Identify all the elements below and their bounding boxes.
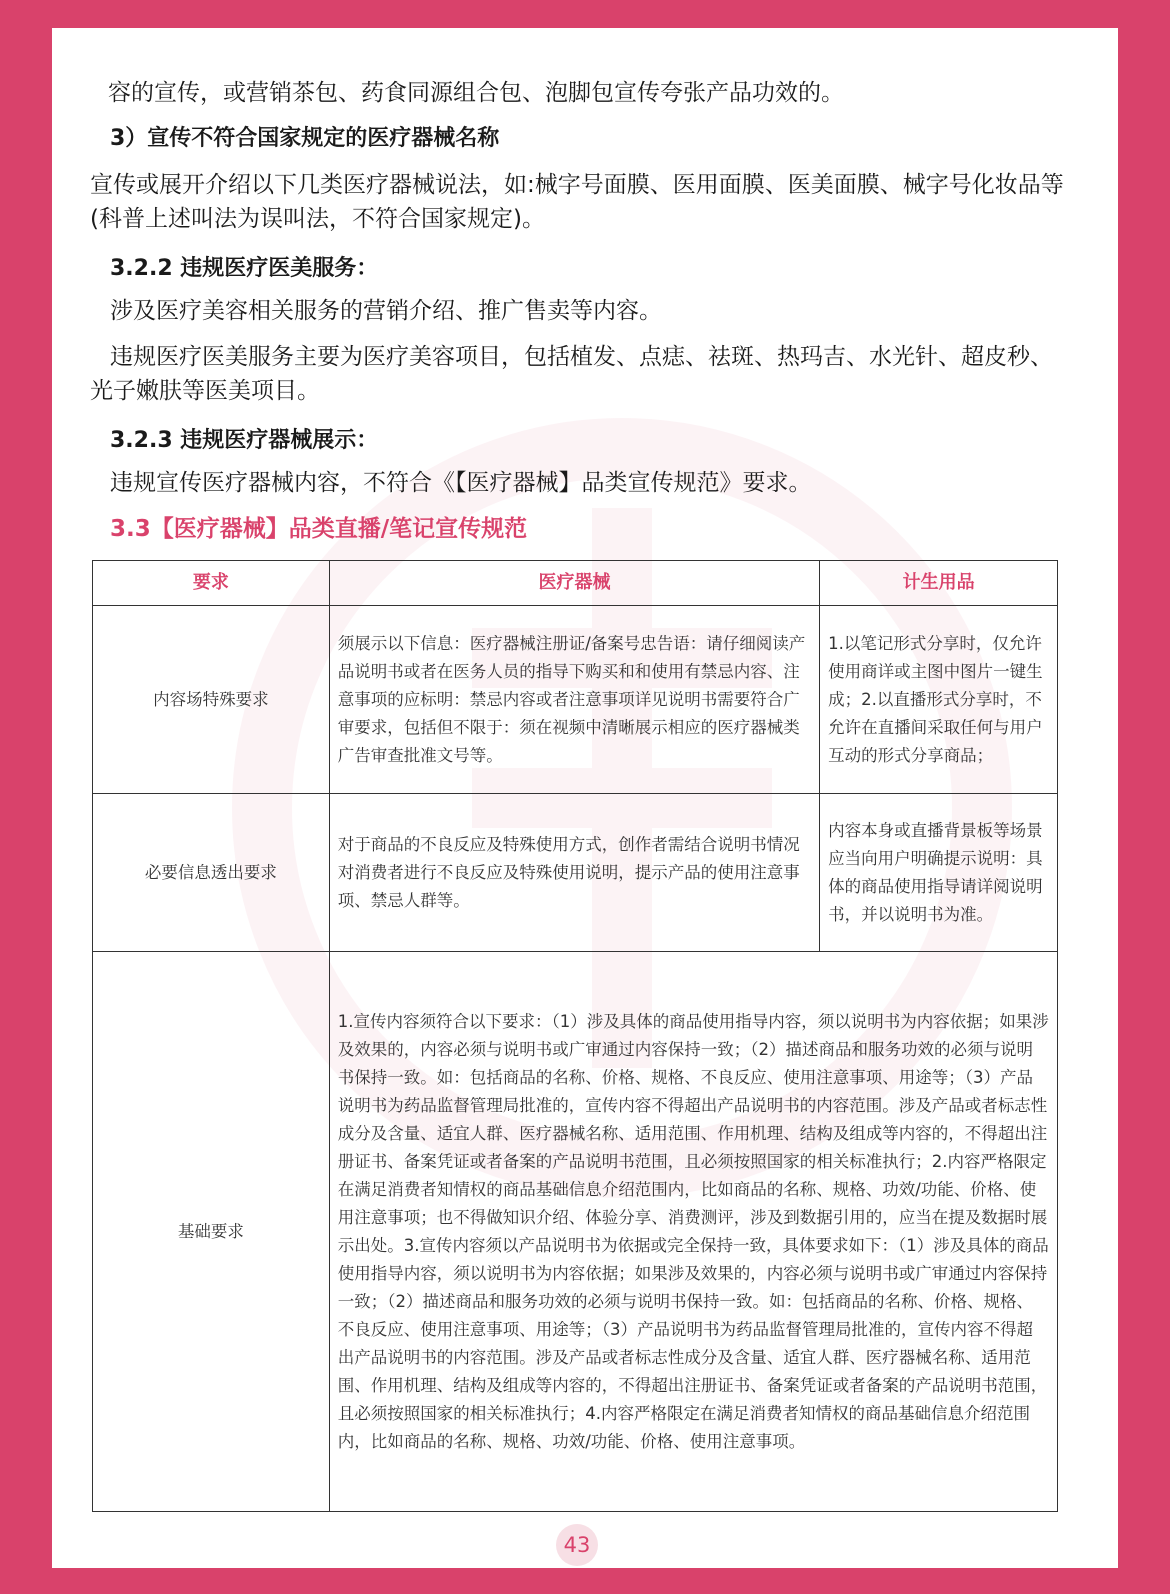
- spec-table: [92, 560, 1058, 1512]
- family-cell: 1.以笔记形式分享时，仅允许使用商详或主图中图片一键生成；2.以直播形式分享时，不允许在直播间采取任何与用户互动的形式分享商品；: [820, 606, 1058, 794]
- page-number: 43: [556, 1524, 598, 1566]
- row-label: 基础要求: [93, 952, 330, 1512]
- table-header-row: [93, 561, 1058, 606]
- table-row: [93, 606, 1058, 794]
- row-label: 内容场特殊要求: [93, 606, 330, 794]
- table-row: [93, 794, 1058, 952]
- family-cell: 内容本身或直播背景板等场景应当向用户明确提示说明：具体的商品使用指导请详阅说明书，并以说明书为准。: [820, 794, 1058, 952]
- heading-3-2-2: 3.2.2 违规医疗医美服务：: [110, 256, 379, 281]
- paragraph-1: 容的宣传，或营销茶包、药食同源组合包、泡脚包宣传夸张产品功效的。: [108, 80, 844, 106]
- paragraph-2: 宣传或展开介绍以下几类医疗器械说法，如:械字号面膜、医用面膜、医美面膜、械字号化妆品等(科普上述叫法为误叫法，不符合国家规定)。: [90, 172, 1064, 232]
- header-cell: 计生用品: [820, 561, 1058, 606]
- document-page: [52, 28, 1118, 1568]
- header-cell: 医疗器械: [329, 561, 819, 606]
- combined-cell: 1.宣传内容须符合以下要求：（1）涉及具体的商品使用指导内容，须以说明书为内容依据；如果涉及效果的，内容必须与说明书或广审通过内容保持一致；（2）描述商品和服务功效的必须与说明书保持一致。如：包括商品的名称、价格、规格、不良反应、使用注意事项、用途等；（3）产品说明书为药品监督管理局批准的，宣传内容不得超出产品说明书的内容范围。涉及产品或者标志性成分及含量、适宜人群、医疗器械名称、适用范围、作用机理、结构及组成等内容的，不得超出注册证书、备案凭证或者备案的产品说明书范围，且必须按照国家的相关标准执行；2.内容严格限定在满足消费者知情权的商品基础信息介绍范围内，比如商品的名称、规格、功效/功能、价格、使用注意事项；也不得做知识介绍、体验分享、消费测评，涉及到数据引用的，应当在提及数据时展示出处。3.宣传内容须以产品说明书为依据或完全保持一致，具体要求如下：（1）涉及具体的商品使用指导内容，须以说明书为内容依据；如果涉及效果的，内容必须与说明书或广审通过内容保持一致；（2）描述商品和服务功效的必须与说明书保持一致。如：包括商品的名称、价格、规格、不良反应、使用注意事项、用途等；（3）产品说明书为药品监督管理局批准的，宣传内容不得超出产品说明书的内容范围。涉及产品或者标志性成分及含量、适宜人群、医疗器械名称、适用范围、作用机理、结构及组成等内容的，不得超出注册证书、备案凭证或者备案的产品说明书范围，且必须按照国家的相关标准执行；4.内容严格限定在满足消费者知情权的商品基础信息介绍范围内，比如商品的名称、规格、功效/功能、价格、使用注意事项。: [329, 952, 1057, 1512]
- medical-cell: 须展示以下信息：医疗器械注册证/备案号忠告语：请仔细阅读产品说明书或者在医务人员的指导下购买和和使用有禁忌内容、注意事项的应标明：禁忌内容或者注意事项详见说明书需要符合广审要求，包括但不限于：须在视频中清晰展示相应的医疗器械类广告审查批准文号等。: [329, 606, 819, 794]
- paragraph-5: 违规宣传医疗器械内容，不符合《【医疗器械】品类宣传规范》要求。: [110, 470, 812, 496]
- heading-3-3: 3.3【医疗器械】品类直播/笔记宣传规范: [110, 516, 528, 542]
- medical-cell: 对于商品的不良反应及特殊使用方式，创作者需结合说明书情况对消费者进行不良反应及特殊使用说明，提示产品的使用注意事项、禁忌人群等。: [329, 794, 819, 952]
- header-cell: 要求: [93, 561, 330, 606]
- heading-3: 3）宣传不符合国家规定的医疗器械名称: [110, 126, 500, 151]
- paragraph-3: 涉及医疗美容相关服务的营销介绍、推广售卖等内容。: [110, 298, 662, 324]
- row-label: 必要信息透出要求: [93, 794, 330, 952]
- heading-3-2-3: 3.2.3 违规医疗器械展示：: [110, 428, 379, 453]
- paragraph-4: 违规医疗医美服务主要为医疗美容项目，包括植发、点痣、祛斑、热玛吉、水光针、超皮秒、光子嫩肤等医美项目。: [90, 344, 1053, 404]
- table-row: [93, 952, 1058, 1512]
